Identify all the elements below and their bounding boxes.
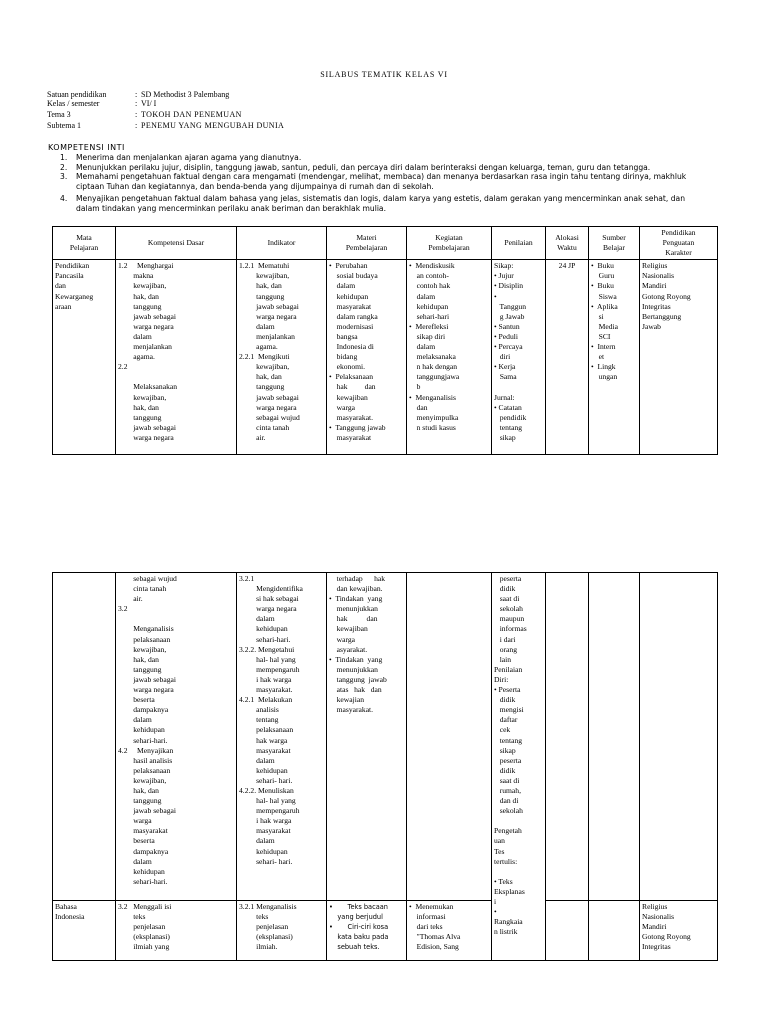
ki-text: Menunjukkan perilaku jujur, disiplin, tanggung jawab, santun, peduli, dan percaya diri dalam berinteraksi dengan keluarga, teman, guru dan tetangga.	[76, 162, 651, 172]
cell-indikator: 1.2.1 Mematuhi kewajiban, hak, dan tanggung jawab sebagai warga negara dalam menjalankan agama. 2.2.1 Mengikuti kewajiban, hak, dan tanggung jawab sebagai warga negara sebagai wujud cinta tanah air.	[237, 260, 327, 455]
cell-indikator: 3.2.1 Mengidentifika si hak sebagai warga negara dalam kehidupan sehari-hari. 3.2.2. Mengetahui hal- hal yang mempengaruh i hak warga masyarakat. 4.2.1 Melakukan analisis tentang pelaksanaan hak warga masyarakat dalam kehidupan sehari- hari. 4.2.2. Menuliskan hal- hal yang mempengaruh i hak warga masyarakat dalam kehidupan sehari- hari.	[237, 573, 327, 901]
cell-karakter	[640, 573, 718, 901]
header-penilaian: Penilaian	[492, 227, 546, 260]
cell-indikator: 3.2.1 Menganalisis teks penjelasan (eksplanasi) ilmiah.	[237, 901, 327, 961]
meta-row-school	[47, 91, 229, 99]
ki-text: Memahami pengetahuan faktual dengan cara mengamati (mendengar, melihat, membaca) dan menanya berdasarkan rasa ingin tahu tentang dirinya, makhluk	[76, 172, 687, 182]
ki-item	[50, 172, 765, 191]
meta-label: Satuan pendidikan	[47, 90, 107, 99]
ki-list	[50, 153, 765, 214]
meta-row-subtheme	[47, 122, 284, 130]
table-row	[53, 260, 718, 455]
ki-text: Menerima dan menjalankan ajaran agama yang dianutnya.	[76, 153, 302, 162]
table-row	[53, 901, 718, 961]
cell-kegiatan: • Menemukan informasi dari teks "Thomas Alva Edision, Sang	[407, 901, 492, 961]
ki-number: 1.	[60, 153, 68, 162]
syllabus-table-part2	[52, 572, 718, 961]
meta-sep: :	[135, 99, 138, 108]
syllabus-table-part1	[52, 226, 718, 455]
ki-text: ciptaan Tuhan dan kegiatannya, dan benda-benda yang dijumpainya di rumah dan di sekolah.	[76, 181, 434, 191]
header-alokasi: Alokasi Waktu	[546, 227, 589, 260]
cell-mapel: Bahasa Indonesia	[53, 901, 116, 961]
ki-text: Menyajikan pengetahuan faktual dalam bahasa yang jelas, sistematis dan logis, dalam karya yang estetis, dalam gerakan yang mencerminkan anak sehat, dan	[76, 194, 686, 204]
cell-alokasi: 24 JP	[546, 260, 589, 455]
table-row	[53, 573, 718, 901]
cell-sumber: • Buku Guru • Buku Siswa • Aplika si Media SCI • Intern et • Lingk ungan	[589, 260, 640, 455]
header-mata-pelajaran: Mata Pelajaran	[53, 227, 116, 260]
cell-kd: sebagai wujud cinta tanah air. 3.2 Menganalisis pelaksanaan kewajiban, hak, dan tanggung jawab sebagai warga negara beserta dampaknya dalam kehidupan sehari-hari. 4.2 Menyajikan hasil analisis pelaksanaan kewajiban, hak, dan tanggung jawab sebagai warga masyarakat beserta dampaknya dalam kehidupan sehari-hari.	[116, 573, 237, 901]
cell-karakter: Religius Nasionalis Mandiri Gotong Royong Integritas Bertanggung Jawab	[640, 260, 718, 455]
cell-materi: • Teks bacaan yang berjudul • Ciri-ciri kosa kata baku pada sebuah teks.	[327, 901, 407, 961]
cell-kd: 3.2 Menggali isi teks penjelasan (eksplanasi) ilmiah yang	[116, 901, 237, 961]
meta-row-theme	[47, 111, 242, 119]
cell-mapel	[53, 573, 116, 901]
meta-value: SD Methodist 3 Palembang	[141, 90, 230, 99]
cell-materi: terhadap hak dan kewajiban. • Tindakan yang menunjukkan hak dan kewajiban warga asyarakat. • Tindakan yang menunjukkan tanggung jawab atas hak dan kewajian masyarakat.	[327, 573, 407, 901]
meta-value: VI/ I	[141, 99, 157, 108]
ki-item	[50, 194, 765, 213]
document-title: SILABUS TEMATIK KELAS VI	[320, 70, 448, 79]
meta-row-class	[47, 100, 156, 108]
meta-sep: :	[135, 121, 138, 130]
meta-value: TOKOH DAN PENEMUAN	[141, 110, 242, 119]
meta-sep: :	[135, 90, 138, 99]
header-karakter: Pendidikan Penguatan Karakter	[640, 227, 718, 260]
ki-number: 3.	[60, 172, 68, 182]
cell-kegiatan: • Mendiskusik an contoh- contoh hak dalam kehidupan sehari-hari • Merefleksi sikap diri dalam melaksanaka n hak dengan tanggungjawa b • Menganalisis dan menyimpulka n studi kasus	[407, 260, 492, 455]
cell-alokasi	[546, 901, 589, 961]
meta-label: Kelas / semester	[47, 99, 100, 108]
ki-number: 4.	[60, 194, 68, 204]
cell-kegiatan	[407, 573, 492, 901]
meta-sep: :	[135, 110, 138, 119]
cell-karakter: Religius Nasionalis Mandiri Gotong Royong Integritas	[640, 901, 718, 961]
cell-mapel: Pendidikan Pancasila dan Kewarganeg araan	[53, 260, 116, 455]
cell-kd: 1.2 Menghargai makna kewajiban, hak, dan tanggung jawab sebagai warga negara dalam menjalankan agama. 2.2 Melaksanakan kewajiban, hak, dan tanggung jawab sebagai warga negara	[116, 260, 237, 455]
cell-sumber	[589, 573, 640, 901]
meta-value: PENEMU YANG MENGUBAH DUNIA	[141, 121, 285, 130]
ki-number: 2.	[60, 162, 68, 172]
ki-item	[50, 153, 765, 163]
ki-item	[50, 163, 765, 173]
ki-text: dalam tindakan yang mencerminkan perilaku anak beriman dan berakhlak mulia.	[76, 203, 387, 213]
cell-penilaian: peserta didik saat di sekolah maupun informas i dari orang lain Penilaian Diri: • Peserta didik mengisi daftar cek tentang sikap peserta didik saat di rumah, dan di sekolah Pengetah uan Tes tertulis: • Teks Eksplanas i • Rangkaia n listrik	[492, 573, 546, 961]
cell-sumber	[589, 901, 640, 961]
header-indikator: Indikator	[237, 227, 327, 260]
meta-label: Tema 3	[47, 110, 71, 119]
cell-alokasi	[546, 573, 589, 901]
cell-penilaian: Sikap: • Jujur • Disiplin • Tanggun g Jawab • Santun • Peduli • Percaya diri • Kerja Sama Jurnal: • Catatan pendidik tentang sikap	[492, 260, 546, 455]
header-kompetensi-dasar: Kompetensi Dasar	[116, 227, 237, 260]
meta-label: Subtema 1	[47, 121, 81, 130]
header-materi: Materi Pembelajaran	[327, 227, 407, 260]
header-kegiatan: Kegiatan Pembelajaran	[407, 227, 492, 260]
ki-heading: KOMPETENSI INTI	[48, 143, 125, 152]
table-header-row	[53, 227, 718, 260]
cell-materi: • Perubahan sosial budaya dalam kehidupan masyarakat dalam rangka modernisasi bangsa Indonesia di bidang ekonomi. • Pelaksanaan hak dan kewajiban warga masyarakat. • Tanggung jawab masyarakat	[327, 260, 407, 455]
header-sumber: Sumber Belajar	[589, 227, 640, 260]
